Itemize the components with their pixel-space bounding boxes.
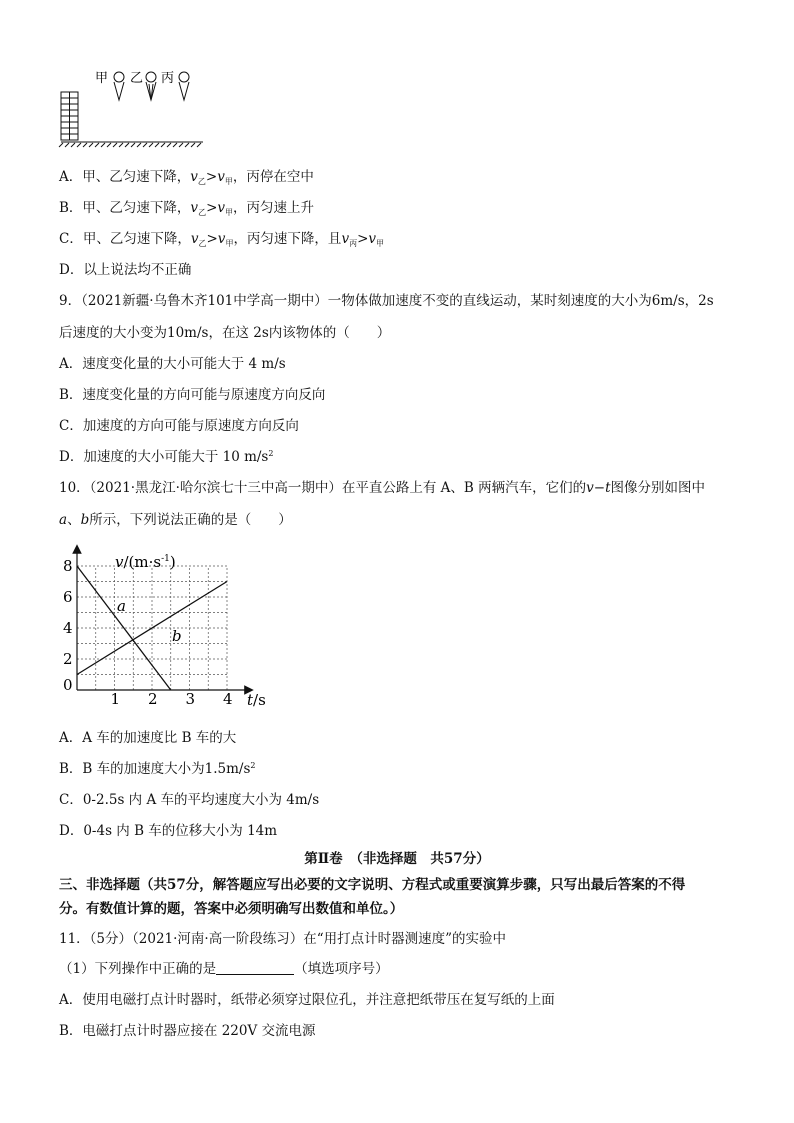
q8-b-tail: ，丙匀速上升: [233, 200, 315, 216]
q10-stem-2: [59, 511, 292, 529]
subscript: 甲: [225, 208, 234, 217]
series-line-a: [77, 566, 171, 690]
q8-a-tail: ，丙停在空中: [232, 169, 314, 185]
answer-blank[interactable]: [216, 960, 294, 975]
y-tick-label: 0: [63, 676, 73, 694]
y-tick-label: 2: [63, 650, 73, 668]
q8-option-b: [59, 199, 314, 219]
subscript: 乙: [197, 177, 206, 186]
q11-stem: 11．（5分）（2021·河南·高一阶段练习）在“用打点计时器测速度”的实验中: [59, 931, 507, 947]
q9-option-b: B．速度变化量的方向可能与原速度方向反向: [59, 387, 326, 403]
ylabel-close: ): [169, 553, 176, 571]
q9-option-d: [59, 448, 273, 468]
subscript: 甲: [376, 239, 385, 248]
var-v: v: [217, 231, 226, 247]
q8-c-mid: ，丙匀速下降，且: [233, 231, 342, 247]
q8-b-text: B．甲、乙匀速下降，: [59, 200, 191, 216]
x-tick-label: 2: [148, 690, 158, 708]
q11-sub1-text: （1）下列操作中正确的是: [59, 961, 217, 977]
q8-option-d: D．以上说法均不正确: [59, 262, 192, 278]
q8-a-text: A．甲、乙匀速下降，: [59, 169, 191, 185]
q10-option-c: C．0-2.5s 内 A 车的平均速度大小为 4m/s: [59, 792, 320, 808]
superscript: 2: [250, 761, 256, 770]
series-label-b: b: [172, 627, 182, 645]
y-tick-label: 4: [63, 619, 73, 637]
vt-math: v−t: [586, 480, 611, 496]
var-b: b: [80, 512, 90, 528]
q10-option-a: A．A 车的加速度比 B 车的大: [59, 730, 237, 746]
q8-option-c: [59, 230, 384, 250]
balloon-jia: [114, 72, 124, 100]
q10-stem-text: 10．（2021·黑龙江·哈尔滨七十三中高一期中）在平直公路上有 A、B 两辆汽车，它们的: [59, 480, 587, 496]
q10-option-d: D．0-4s 内 B 车的位移大小为 14m: [59, 823, 278, 839]
x-tick-label: 3: [185, 690, 196, 708]
ylabel-var: v: [115, 553, 124, 571]
subscript: 甲: [224, 177, 233, 186]
gt-sign: >: [206, 200, 218, 216]
q10-option-b: [59, 760, 255, 780]
chart-ticks: [63, 557, 233, 708]
xlabel-var: t: [247, 691, 254, 709]
var-a: a: [59, 512, 68, 528]
y-axis-label: [115, 553, 176, 571]
ylabel-unit: /(m·s: [123, 553, 162, 571]
q10-b-text: B．B 车的加速度大小为1.5m/s: [59, 761, 251, 777]
q9-stem-1: 9．（2021新疆·乌鲁木齐101中学高一期中）一物体做加速度不变的直线运动，某时刻速度的大小为6m/s，2s: [59, 293, 714, 309]
var-v: v: [190, 231, 199, 247]
x-tick-label: 4: [223, 690, 233, 708]
q9-option-c: C．加速度的方向可能与原速度方向反向: [59, 418, 299, 434]
var-v: v: [190, 169, 198, 185]
y-tick-label: 6: [63, 588, 73, 606]
q8-option-a: [59, 168, 314, 188]
chart-axes: [77, 549, 249, 690]
x-tick-label: 1: [110, 690, 121, 708]
label-jia: 甲: [95, 71, 109, 86]
q9-d-text: D．加速度的大小可能大于 10 m/s: [59, 449, 269, 465]
subscript: 乙: [198, 208, 207, 217]
var-v: v: [190, 200, 199, 216]
label-bing: 丙: [161, 71, 175, 86]
ylabel-exp: -1: [161, 554, 170, 564]
gt-sign: >: [205, 169, 218, 185]
x-axis-label: [247, 691, 266, 709]
section-instructions-2: 分。有数值计算的题，答案中必须明确写出数值和单位。）: [59, 901, 404, 917]
superscript: 2: [268, 449, 274, 458]
gt-sign: >: [357, 231, 369, 247]
q11-option-b: B．电磁打点计时器应接在 220V 交流电源: [59, 1023, 316, 1039]
gt-sign: >: [206, 231, 218, 247]
q9-option-a: A．速度变化量的大小可能大于 4 m/s: [59, 356, 286, 372]
vt-chart: [55, 543, 275, 713]
series-label-a: a: [117, 597, 126, 615]
y-tick-label: 8: [63, 557, 73, 575]
q9-stem-2: 后速度的大小变为10m/s，在这 2s内该物体的（ ）: [59, 325, 391, 341]
q8-c-text: C．甲、乙匀速下降，: [59, 231, 191, 247]
q10-stem-tail-2: 所示，下列说法正确的是（ ）: [89, 512, 292, 528]
var-v: v: [217, 200, 226, 216]
subscript: 甲: [225, 239, 234, 248]
var-v: v: [368, 231, 377, 247]
section-instructions-1: 三、非选择题（共57分，解答题应写出必要的文字说明、方程式或重要演算步骤，只写出最后答案的不得: [59, 877, 686, 893]
q11-option-a: A．使用电磁打点计时器时，纸带必须穿过限位孔，并注意把纸带压在复写纸的上面: [59, 992, 555, 1008]
q10-stem-1: [59, 479, 705, 497]
balloon-bing: [179, 72, 189, 100]
subscript: 丙: [349, 239, 358, 248]
var-v: v: [217, 169, 225, 185]
xlabel-unit: /s: [253, 691, 266, 709]
q11-sub1-tail: （填选项序号）: [294, 961, 389, 977]
wall: [61, 92, 78, 140]
subscript: 乙: [198, 239, 207, 248]
var-v: v: [341, 231, 350, 247]
ground: [59, 142, 203, 147]
balloon-yi: [146, 72, 156, 100]
q11-sub1: [59, 960, 389, 978]
label-yi: 乙: [130, 71, 144, 86]
q10-stem-tail: 图像分别如图中: [610, 480, 705, 496]
separator: 、: [67, 512, 81, 528]
section-title: 第Ⅱ卷 （非选择题 共57分）: [304, 851, 490, 867]
balloon-figure: [55, 64, 215, 156]
